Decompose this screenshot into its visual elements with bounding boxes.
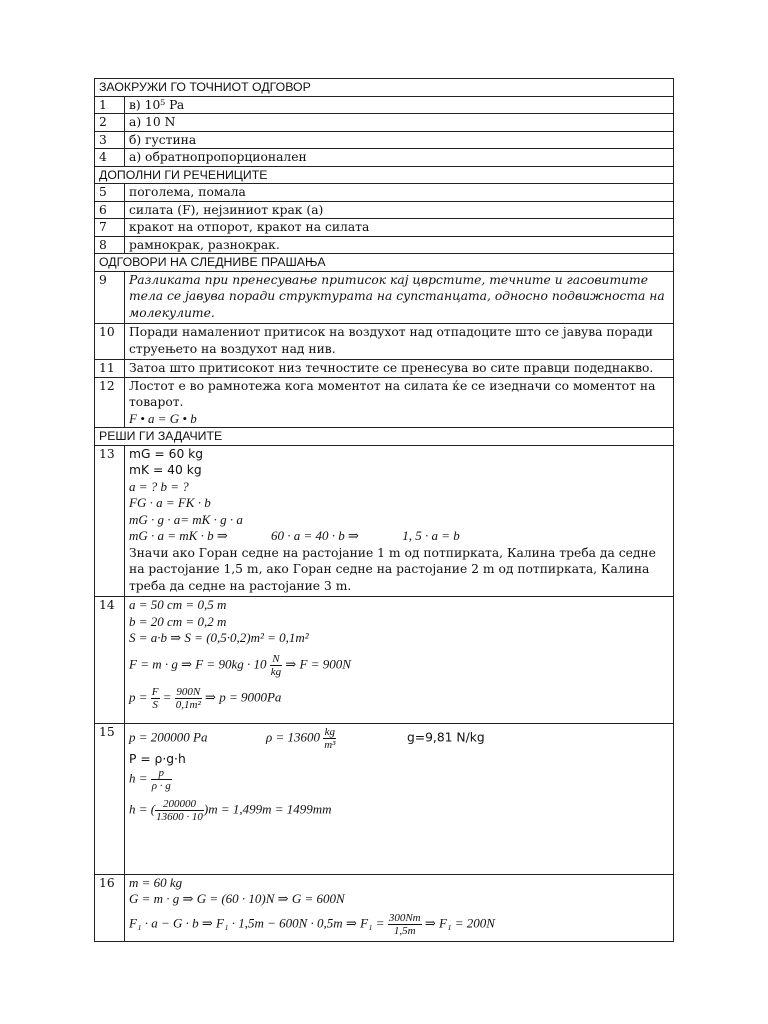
answer-row xyxy=(95,184,674,202)
row-number: 11 xyxy=(95,360,125,378)
answer-text: а) 10 N xyxy=(125,114,674,132)
answer-text: поголема, помала xyxy=(125,184,674,202)
fraction xyxy=(151,767,172,792)
equation-part: 60 · a = 40 · b ⇒ xyxy=(271,528,359,543)
section-answer-header xyxy=(95,254,674,272)
row-number: 1 xyxy=(95,96,125,114)
problem-row-15 xyxy=(95,723,674,874)
equation-part: ⇒ F₁ = 200N xyxy=(424,914,495,930)
equation-line: G = m · g ⇒ G = (60 · 10)N ⇒ G = 600N xyxy=(129,891,345,906)
row-number: 8 xyxy=(95,236,125,254)
answer-sheet xyxy=(94,78,674,942)
answer-table xyxy=(94,78,674,942)
row-number: 10 xyxy=(95,324,125,360)
row-number: 4 xyxy=(95,149,125,167)
given-line xyxy=(129,726,669,751)
answer-row xyxy=(95,131,674,149)
equation-part: mG · a = mK · b ⇒ xyxy=(129,528,228,543)
unknown-line: a = ? b = ? xyxy=(129,478,189,494)
equation-line xyxy=(129,798,669,823)
answer-row xyxy=(95,201,674,219)
given-line: b = 20 cm = 0,2 m xyxy=(129,613,227,629)
problem-row-16 xyxy=(95,874,674,941)
given-part: ρ = 13600 xyxy=(265,728,320,744)
answer-text: силата (F), нејзиниот крак (a) xyxy=(125,201,674,219)
equation-part: = xyxy=(162,688,172,704)
solution-cell xyxy=(125,874,674,941)
answer-row xyxy=(95,149,674,167)
equation-line: FG · a = FK · b xyxy=(129,495,211,510)
answer-row xyxy=(95,219,674,237)
equation-line xyxy=(129,767,669,792)
fraction xyxy=(175,686,202,711)
denominator: m³ xyxy=(324,738,336,751)
answer-text: кракот на отпорот, кракот на силата xyxy=(125,219,674,237)
row-number: 3 xyxy=(95,131,125,149)
given-line: m = 60 kg xyxy=(129,874,183,890)
fraction xyxy=(270,653,282,678)
solution-cell xyxy=(125,445,674,597)
denominator: 0,1m² xyxy=(175,698,201,711)
answer-text: а) обратнопропорционален xyxy=(125,149,674,167)
numerator: 300Nm xyxy=(388,911,421,924)
row-number: 12 xyxy=(95,377,125,428)
given-line: a = 50 cm = 0,5 m xyxy=(129,597,227,612)
given-line: mK = 40 kg xyxy=(129,463,202,477)
given-line: mG = 60 kg xyxy=(129,446,204,461)
answer-row xyxy=(95,236,674,254)
equation-line xyxy=(129,528,669,545)
formula-line: P = ρ·g·h xyxy=(129,751,186,766)
section-title: ДОПОЛНИ ГИ РЕЧЕНИЦИТЕ xyxy=(95,166,674,184)
numerator: F xyxy=(151,685,159,698)
answer-row xyxy=(95,377,674,428)
solution-cell xyxy=(125,597,674,724)
section-title: ЗАОКРУЖИ ГО ТОЧНИОТ ОДГОВОР xyxy=(95,79,674,97)
solution-cell xyxy=(125,723,674,874)
equation-line xyxy=(129,912,669,937)
denominator: 1,5m xyxy=(393,924,416,937)
denominator: kg xyxy=(270,665,282,678)
equation-line: S = a·b ⇒ S = (0,5·0,2)m² = 0,1m² xyxy=(129,630,309,645)
answer-text: рамнокрак, разнокрак. xyxy=(125,236,674,254)
given-part: g=9,81 N/kg xyxy=(406,729,485,744)
equation-line xyxy=(129,653,669,678)
section-solve-header xyxy=(95,428,674,446)
equation-part: ⇒ p = 9000Pa xyxy=(205,688,282,704)
equation-part: p = xyxy=(129,688,148,704)
answer-text: Затоа што притисокот низ течностите се пренесува во сите правци подеднакво. xyxy=(125,360,674,378)
equation-part: F = m · g ⇒ F = 90kg · 10 xyxy=(129,655,267,671)
equation-part: ⇒ F = 900N xyxy=(285,655,351,671)
section-complete-header xyxy=(95,166,674,184)
answer-text: Поради намалениот притисок на воздухот над отпадоците што се јавува поради струењето на воздухот над нив. xyxy=(125,324,674,360)
equation-part: F₁ · a − G · b ⇒ F₁ · 1,5m − 600N · 0,5m ⇒ F₁ = xyxy=(129,914,385,930)
formula: F • a = G • b xyxy=(129,410,197,426)
numerator: 200000 xyxy=(155,798,204,811)
section-circle-header xyxy=(95,79,674,97)
section-title: ОДГОВОРИ НА СЛЕДНИВЕ ПРАШАЊА xyxy=(95,254,674,272)
answer-row xyxy=(95,114,674,132)
given-part: p = 200000 Pa xyxy=(129,728,208,744)
row-number: 5 xyxy=(95,184,125,202)
denominator: 13600 · 10 xyxy=(156,811,203,823)
equation-line: mG · g · a= mK · g · a xyxy=(129,511,243,527)
row-number: 6 xyxy=(95,201,125,219)
answer-text: Лостот е во рамнотежа кога моментот на силата ќе се изедначи со моментот на товарот. xyxy=(129,378,656,409)
equation-part: h = xyxy=(129,770,148,786)
row-number: 7 xyxy=(95,219,125,237)
answer-text: Разликата при пренесување притисок кај цврстите, течните и гасовитите тела се јавува поради структурата на супстанцата, односно подвижноста на молекулите. xyxy=(125,271,674,324)
fraction xyxy=(155,798,204,823)
section-title: РЕШИ ГИ ЗАДАЧИТЕ xyxy=(95,428,674,446)
equation-part: h = ( xyxy=(129,801,156,817)
answer-row xyxy=(95,360,674,378)
answer-text: в) 10⁵ Pa xyxy=(125,96,674,114)
denominator: S xyxy=(152,698,158,711)
answer-row xyxy=(95,271,674,324)
problem-row-13 xyxy=(95,445,674,597)
row-number: 13 xyxy=(95,445,125,597)
fraction xyxy=(151,686,160,711)
row-number: 16 xyxy=(95,874,125,941)
answer-cell xyxy=(125,377,674,428)
row-number: 2 xyxy=(95,114,125,132)
fraction xyxy=(323,726,336,751)
numerator: kg xyxy=(324,725,336,738)
row-number: 15 xyxy=(95,723,125,874)
row-number: 14 xyxy=(95,597,125,724)
equation-part: 1, 5 · a = b xyxy=(402,528,460,543)
answer-text: б) густина xyxy=(125,131,674,149)
conclusion-text: Значи ако Горан седне на растојание 1 m од потпирката, Калина треба да седне на растојание 1,5 m, ако Горан седне на растојание 2 m од потпирката, Калина треба да седне на растојание 3 m. xyxy=(129,545,656,593)
answer-row xyxy=(95,324,674,360)
numerator: p xyxy=(151,767,172,780)
row-number: 9 xyxy=(95,271,125,324)
numerator: 900N xyxy=(176,685,201,698)
answer-row xyxy=(95,96,674,114)
problem-row-14 xyxy=(95,597,674,724)
equation-part: )m = 1,499m = 1499mm xyxy=(203,801,332,817)
fraction xyxy=(388,912,422,937)
equation-line xyxy=(129,686,669,711)
numerator: N xyxy=(270,653,282,666)
denominator: ρ · g xyxy=(151,780,171,792)
